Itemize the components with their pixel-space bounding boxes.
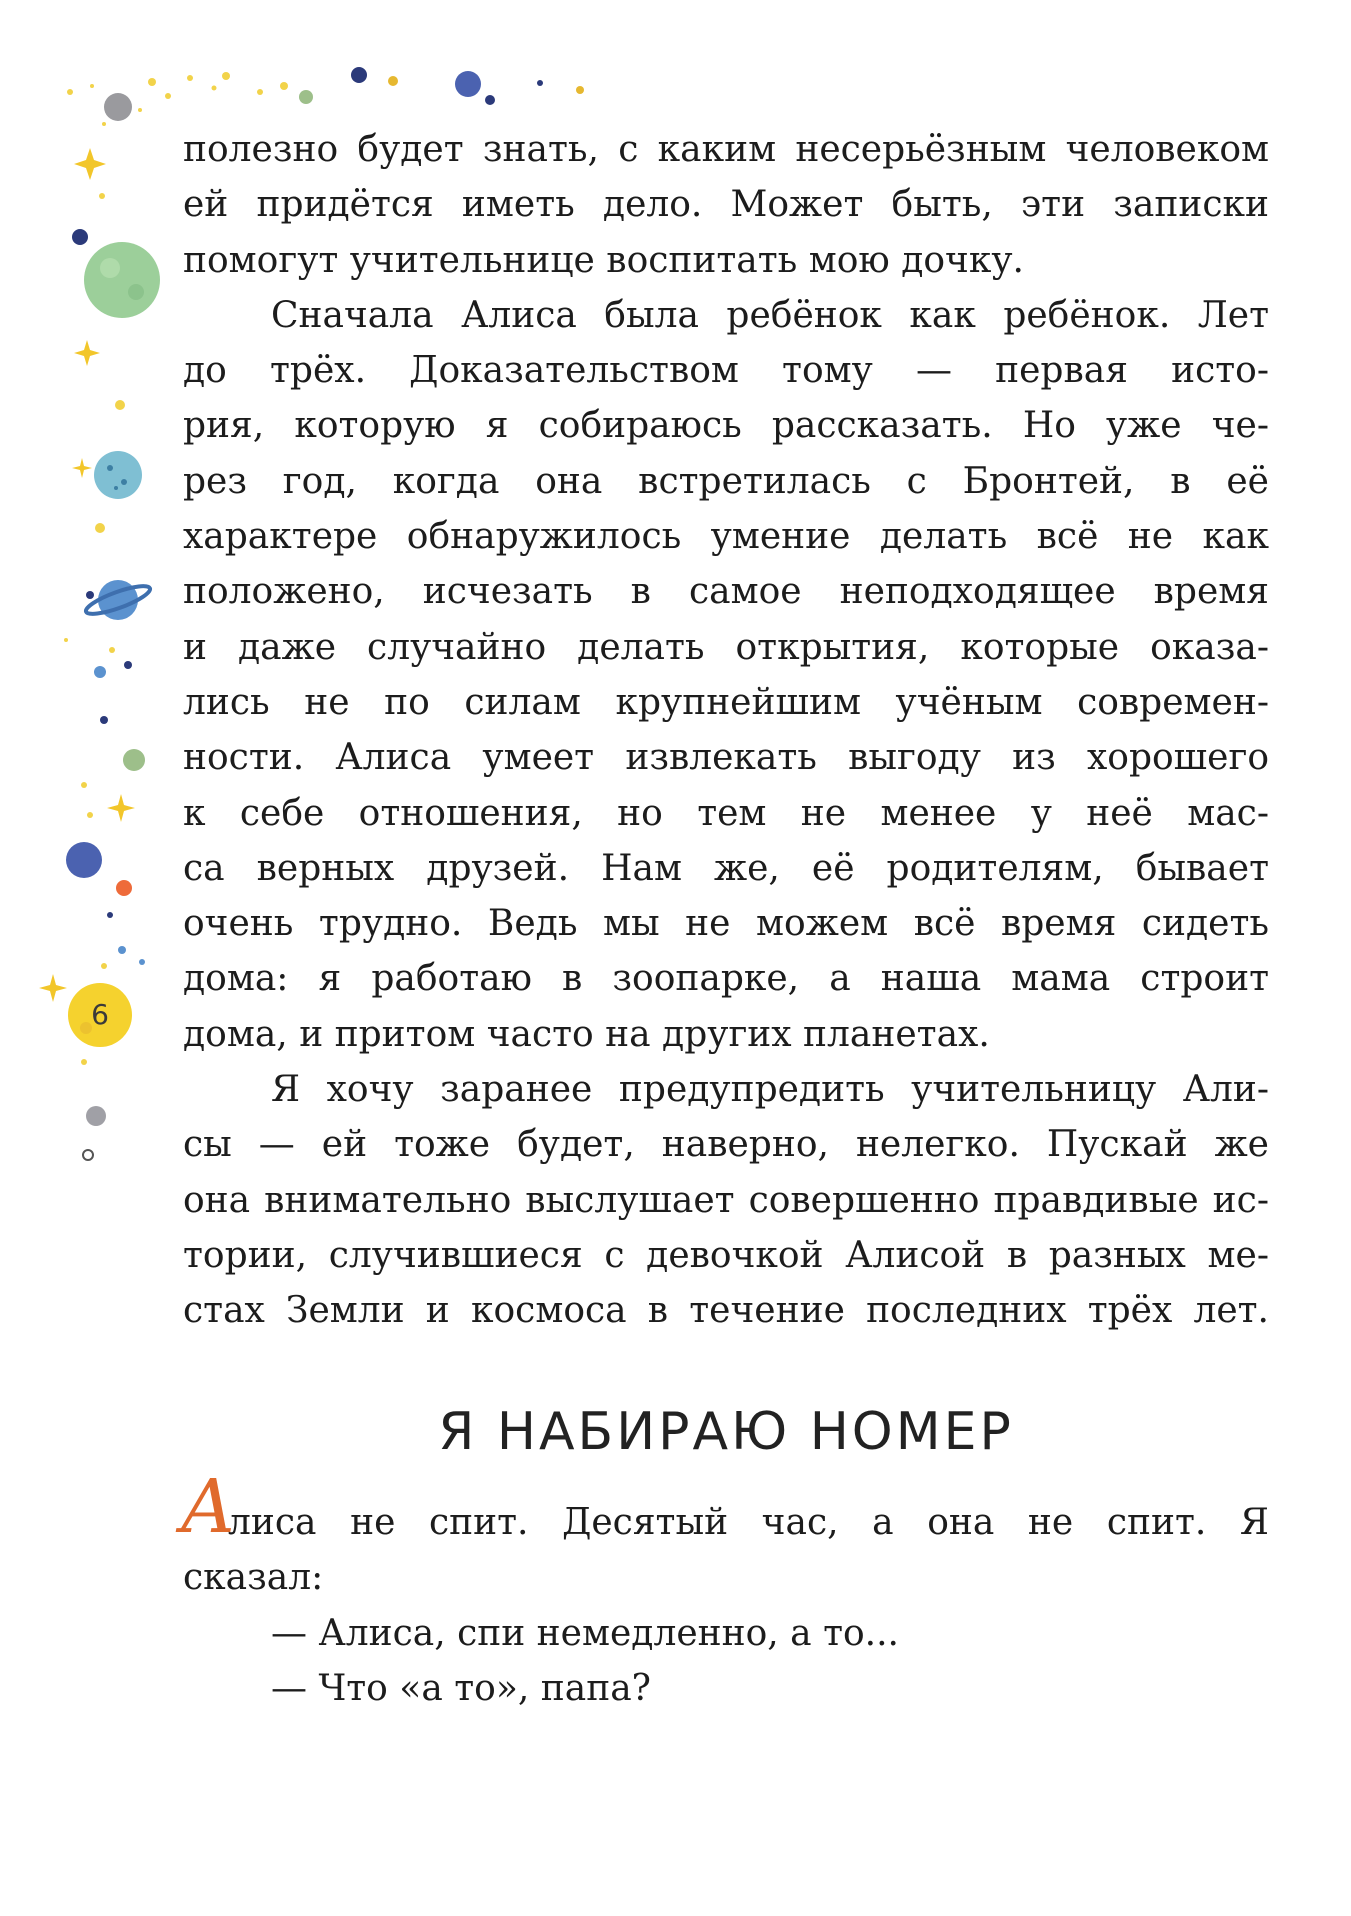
dot bbox=[95, 523, 105, 533]
text-line: помогут учительнице воспитать мою дочку. bbox=[183, 239, 1024, 281]
planet-ringed bbox=[83, 580, 152, 620]
text-line: лись не по силам крупнейшим учёным современ- bbox=[183, 681, 1269, 723]
text-line: рия, которую я собираюсь рассказать. Но уже че- bbox=[183, 405, 1269, 447]
dialog-line: — Алиса, спи немедленно, а то... bbox=[271, 1612, 899, 1654]
text-line: дома: я работаю в зоопарке, а наша мама строит bbox=[183, 958, 1269, 1000]
left-sparkle-1 bbox=[74, 148, 106, 180]
top-arc-dots bbox=[67, 67, 584, 126]
dot bbox=[86, 591, 94, 599]
drop-cap: А bbox=[180, 1464, 237, 1550]
page-number: 6 bbox=[91, 998, 109, 1031]
text-line: полезно будет знать, с каким несерьёзным человеком bbox=[183, 129, 1269, 170]
text-line: са верных друзей. Нам же, её родителям, бывает bbox=[183, 847, 1269, 889]
ring-dot bbox=[83, 1150, 93, 1160]
planet-blue-speckled bbox=[94, 451, 142, 499]
text-line: Я хочу заранее предупредить учительницу Али- bbox=[271, 1069, 1269, 1111]
text-line: тории, случившиеся с девочкой Алисой в разных ме- bbox=[183, 1234, 1269, 1276]
intro-text bbox=[183, 122, 1269, 1339]
text-line: стах Земли и космоса в течение последних трёх лет. bbox=[183, 1290, 1269, 1332]
text-line: сы — ей тоже будет, наверно, нелегко. Пускай же bbox=[183, 1124, 1269, 1166]
text-line: очень трудно. Ведь мы не можем всё время сидеть bbox=[183, 903, 1269, 945]
text-line: положено, исчезать в самое неподходящее время bbox=[183, 571, 1269, 613]
text-line: она внимательно выслушает совершенно правдивые ис- bbox=[183, 1179, 1269, 1221]
dot bbox=[94, 666, 106, 678]
text-line: ей придётся иметь дело. Может быть, эти записки bbox=[183, 184, 1269, 226]
planet-small-navy bbox=[72, 229, 88, 245]
text-line: рез год, когда она встретилась с Бронтей, в её bbox=[183, 460, 1269, 502]
text-line: к себе отношения, но тем не менее у неё мас- bbox=[183, 792, 1269, 834]
chapter-title: Я НАБИРАЮ НОМЕР bbox=[438, 1402, 1014, 1462]
planet-navy bbox=[66, 842, 102, 878]
left-sparkle-4 bbox=[107, 794, 135, 822]
left-sparkle-3 bbox=[72, 458, 92, 478]
text-line: дома, и притом часто на других планетах. bbox=[183, 1013, 990, 1055]
dot-orange bbox=[116, 880, 132, 896]
planet-green bbox=[84, 242, 160, 318]
dot bbox=[100, 716, 108, 724]
text-line: и даже случайно делать открытия, которые оказа- bbox=[183, 626, 1269, 668]
planet-small-green bbox=[123, 749, 145, 771]
text-line: до трёх. Доказательством тому — первая исто- bbox=[183, 350, 1269, 392]
text-line: лиса не спит. Десятый час, а она не спит. Я bbox=[228, 1502, 1269, 1543]
text-line: ности. Алиса умеет извлекать выгоду из хорошего bbox=[183, 737, 1269, 779]
left-sparkle-5 bbox=[39, 974, 67, 1002]
left-sparkle-2 bbox=[74, 340, 100, 366]
dot bbox=[99, 193, 105, 199]
text-line: Сначала Алиса была ребёнок как ребёнок. Лет bbox=[271, 294, 1269, 336]
planet-grey bbox=[86, 1106, 106, 1126]
chapter-text bbox=[183, 1495, 1269, 1716]
text-line: сказал: bbox=[183, 1557, 324, 1599]
dot bbox=[115, 400, 125, 410]
dialog-line: — Что «а то», папа? bbox=[271, 1667, 651, 1709]
text-line: характере обнаружилось умение делать всё не как bbox=[183, 516, 1269, 558]
